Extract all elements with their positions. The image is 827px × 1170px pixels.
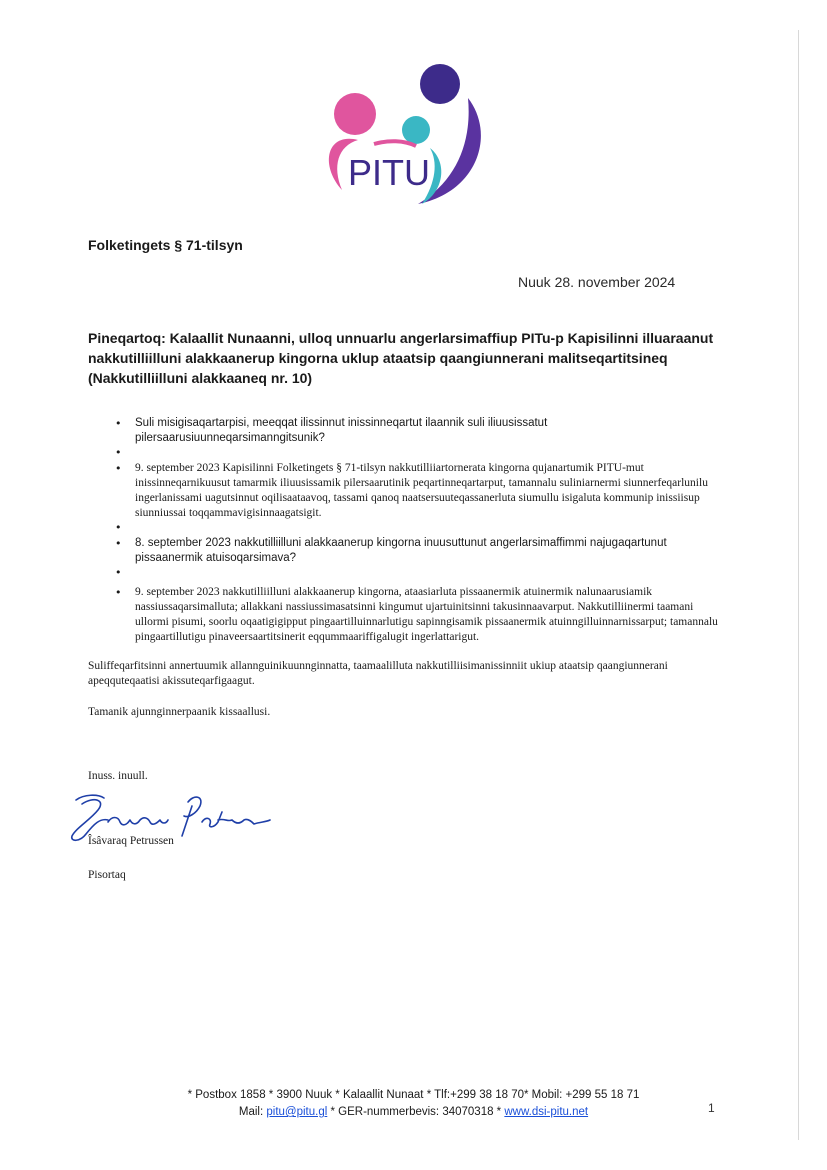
logo-pink-link bbox=[374, 141, 416, 146]
document-date: Nuuk 28. november 2024 bbox=[518, 274, 676, 290]
footer-contact-line: * Postbox 1858 * 3900 Nuuk * Kalaallit Nunaat * Tlf:+299 38 18 70* Mobil: +299 55 18 71 bbox=[187, 1089, 640, 1101]
list-item: • Suli misigisaqartarpisi, meeqqat ilissinnut inissinneqartut ilaannik suli iliuusissatut pilersaarusiuunneqarsimanngitsunik? bbox=[88, 416, 728, 446]
signer-name: Îsâvaraq Petrussen bbox=[88, 835, 174, 847]
pitu-logo bbox=[318, 62, 490, 212]
body-paragraph: Suliffeqarfitsinni annertuumik allannguinikuunnginnatta, taamaalilluta nakkutilliisimanissinniit ukiup ataatsip qaangiunnerani apeqquteqaatisi akissuteqarfigaagut. bbox=[88, 660, 668, 687]
document-heading: Folketingets § 71-tilsyn bbox=[88, 237, 243, 253]
list-item-empty bbox=[88, 446, 728, 461]
logo-wordmark: PITU bbox=[348, 152, 431, 193]
list-item: • 9. september 2023 nakkutilliilluni alakkaanerup kingorna, ataasiarluta pissaanermik atuinermik nalunaarusiamik nassiussaqarsimalluta; allakkani nassiussimasatsinni kingumut ujartuinitsinni takusinnaavarput. Nakkutilliinermi taamani ullormi pisumi, soorlu oqaatigigipput pingaartilluinnarlutigu sapinngisamik pissaanermik atuinngilluinnarnissarput; tamannalu pingaartillutigu pinaveersaartitsinerit eqqummaariffigalugit ingerlattarigut. bbox=[88, 585, 728, 645]
logo-pink-head bbox=[334, 93, 376, 135]
footer-website-link[interactable]: www.dsi-pitu.net bbox=[504, 1106, 589, 1118]
page-footer bbox=[0, 1087, 827, 1121]
page-edge-line bbox=[798, 30, 799, 1140]
signer-title: Pisortaq bbox=[88, 869, 126, 881]
list-item: • 8. september 2023 nakkutilliilluni alakkaanerup kingorna inuusuttunut angerlarsimaffimmi najugaqartunut pissaanermik atuisoqarsimava? bbox=[88, 536, 728, 566]
list-item: • 9. september 2023 Kapisilinni Folketingets § 71-tilsyn nakkutilliiartornerata kingorna qujanartumik PITU-mut inissinneqarnikuusut tamarmik iliuusissamik pilersaarutinik peqartinneqartarput, tamannalu suliniarnermi siunnerfeqarlunilu ingerlanissami uagutsinnut oqilisaataavoq, tassami qanoq naatsersuuteqassanerluta siumullu isigaluta kommunip inissiisup siunniussai toqqammavigisinnaagatsigit. bbox=[88, 461, 728, 521]
document-subject: Pineqartoq: Kalaallit Nunaanni, ulloq unnuarlu angerlarsimaffiup PITu-p Kapisilinni illuaraanut nakkutilliilluni alakkaanerup kingorna uklup ataatsip qaangiunnerani malitseqartitsineq (Nakkutilliilluni alakkaaneq nr. 10) bbox=[88, 330, 714, 386]
page-number: 1 bbox=[708, 1101, 715, 1115]
list-item-empty bbox=[88, 521, 728, 536]
footer-ger-number: * GER-nummerbevis: 34070318 * bbox=[330, 1106, 502, 1118]
logo-purple-head bbox=[420, 64, 460, 104]
footer-links-line bbox=[0, 1104, 827, 1121]
list-item-empty bbox=[88, 566, 728, 581]
closing-greeting: Inuss. inuull. bbox=[88, 770, 148, 782]
footer-mail-label: Mail: bbox=[238, 1106, 264, 1118]
logo-teal-head bbox=[402, 116, 430, 144]
question-list bbox=[88, 416, 728, 645]
body-paragraph: Tamanik ajunnginnerpaanik kissaallusi. bbox=[88, 706, 271, 718]
footer-email-link[interactable]: pitu@pitu.gl bbox=[266, 1106, 328, 1118]
